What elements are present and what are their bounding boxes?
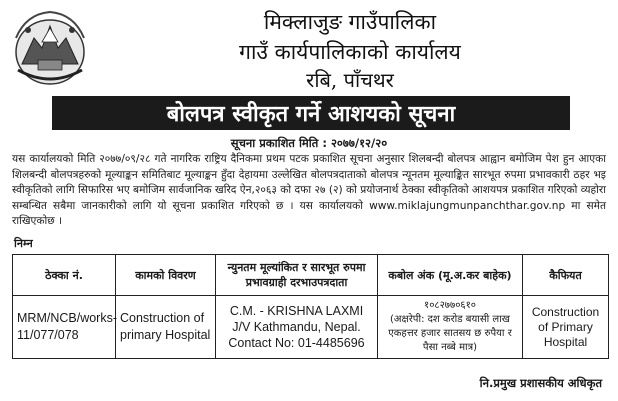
published-date: सूचना प्रकाशित मिति : २०७७/१२/२०: [230, 136, 388, 150]
header-bid-amount: कबोल अंक (मू.अ.कर बाहेक): [378, 255, 523, 296]
contract-table: [12, 254, 609, 359]
cell-work-description: Construction of primary Hospital: [116, 296, 216, 359]
header-remarks: कैफियत: [523, 255, 609, 296]
signoff-designation: नि.प्रमुख प्रशासकीय अधिकृत: [479, 376, 602, 390]
header-contract-no: ठेक्का नं.: [13, 255, 116, 296]
list-label: निम्न: [14, 237, 33, 250]
notice-title-banner: [52, 96, 570, 130]
cell-contract-no: MRM/NCB/works-11/077/078: [13, 296, 116, 359]
notice-title: बोलपत्र स्वीकृत गर्ने आशयको सूचना: [166, 102, 456, 127]
office-location: रबि, पाँचथर: [306, 68, 394, 92]
bid-amount-words: (अक्षरेपी: दश करोड बयासी लाख एकहत्तर हजार सातसय छ रुपैया र पैसा नब्बे मात्र): [388, 314, 512, 353]
cell-remarks: Construction of Primary Hospital: [523, 296, 609, 359]
cell-bid-amount: [378, 296, 523, 359]
cell-contractor: C.M. - KRISHNA LAXMI J/V Kathmandu, Nepal. Contact No: 01-4485696: [216, 296, 378, 359]
table-header-row: [13, 255, 609, 296]
header-work-description: कामको विवरण: [116, 255, 216, 296]
municipality-name: मिक्लाजुङ गाउँपालिका: [263, 10, 437, 34]
table-row: [13, 296, 609, 359]
bid-amount-figure: १०८२७७०६१०: [424, 300, 476, 311]
office-name: गाउँ कार्यपालिकाको कार्यालय: [239, 40, 461, 64]
header-contractor: न्युनतम मूल्यांकित र सारभूत रुपमा प्रभावग्राही दरभाउपत्रदाता: [216, 255, 378, 296]
nepal-government-emblem-icon: [12, 8, 88, 88]
notice-body: यस कार्यालयको मिति २०७७/०९/२८ गते नागरिक राष्ट्रिय दैनिकमा प्रथम पटक प्रकाशित सूचना अनुसार शिलबन्दी बोलपत्र आह्वान बमोजिम पेश हुन आएका शिलबन्दी बोलपत्रहरुको मूल्याङ्कन समितिबाट मूल्याङ्कन हुँदा देहायमा उल्लेखित बोलपत्रदाताको बोलपत्र न्यूनतम मूल्याङ्कित सारभूत रुपमा प्रभावकारी ठहर भइ स्वीकृतिको लागि सिफारिस भए बमोजिम सार्वजानिक खरिद ऐन,२०६३ को दफा २७ (२) को प्रयोजनार्थ ठेक्का स्वीकृतिको आशयपत्र प्रकाशित गरिएको व्यहोरा सम्बन्धित सबैमा जानकारीको लागि यो सूचना प्रकाशित गरिएको छ । यस कार्यालयको www.miklajungmunpanchthar.gov.np मा समेत राखिएकोछ ।: [12, 153, 606, 228]
